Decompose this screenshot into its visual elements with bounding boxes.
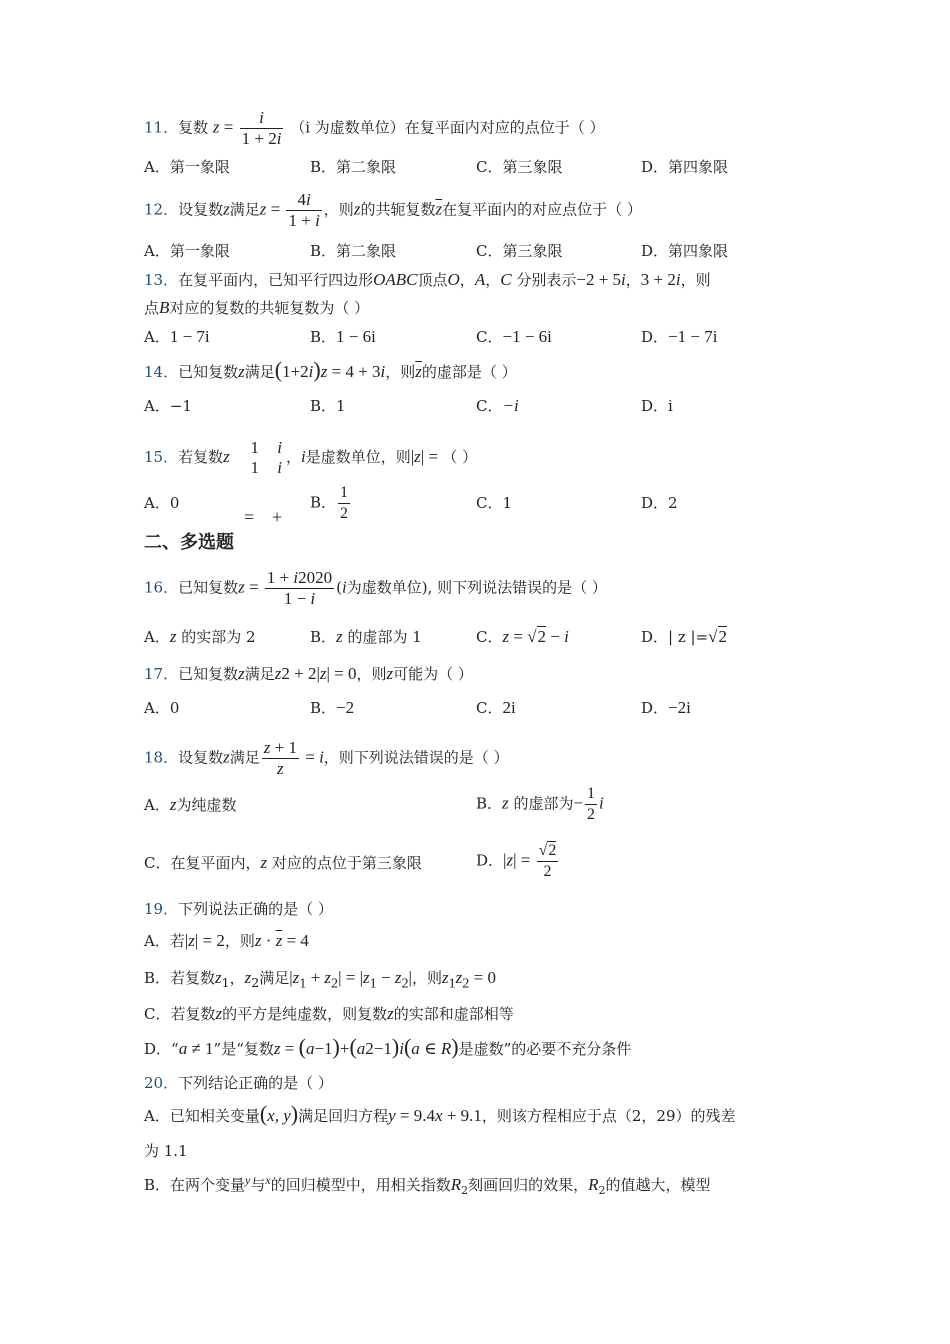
question-13-line2: 点B对应的复数的共轭复数为（ ）: [144, 298, 370, 317]
option-a: A．z为纯虚数: [144, 795, 237, 814]
option-d: D．第四象限: [641, 158, 729, 176]
question-text: 设复数: [178, 748, 224, 767]
question-number: 20．: [144, 1074, 179, 1092]
question-text: 已知复数: [178, 363, 239, 381]
option-b: B． $\frac{1}{2}$: [310, 484, 349, 522]
question-15: 15．若复数z 1 i 1 i ，i是虚数单位，则|z| = （ ）: [144, 438, 478, 477]
question-text: 已知复数: [178, 578, 239, 597]
question-number: 16．: [144, 578, 179, 597]
question-text: ，: [485, 271, 501, 289]
option-a: A．1 − 7i: [144, 327, 210, 346]
option-b: B．−2: [310, 698, 355, 717]
option-c: C．在复平面内，z 对应的点位于第三象限: [144, 853, 422, 872]
option-c: C．−i: [476, 396, 519, 415]
question-number: 15．: [144, 448, 179, 466]
question-text: 复数: [178, 118, 209, 137]
question-text: 在复平面内，已知平行四边形: [178, 271, 374, 289]
question-text: 分别表示: [516, 271, 577, 289]
question-text: 下列说法正确的是（ ）: [178, 900, 333, 918]
option-b: B．在两个变量$^y$与$^x$的回归模型中，用相关指数$R_2$刻画回归的效果，$R_2$的值越大，模型: [144, 1173, 711, 1197]
question-text: 的共轭复数: [360, 200, 436, 219]
option-a: A．第一象限: [144, 242, 230, 260]
option-a: A．已知相关变量(x, y)满足回归方程y = 9.4x + 9.1，则该方程相应于点（2，29）的残差: [144, 1101, 736, 1126]
question-text: ，则: [323, 200, 354, 219]
option-b: B．1: [310, 397, 346, 415]
question-text: (: [336, 578, 343, 597]
section-heading: 二、多选题: [144, 532, 234, 553]
question-text: ，则下列说法错误的是（ ）: [323, 748, 509, 767]
question-number: 19．: [144, 900, 179, 918]
option-a: A．0: [144, 699, 180, 717]
question-number: 11．: [144, 118, 179, 137]
stray-plus: +: [272, 507, 283, 527]
question-text: 满足: [229, 748, 260, 767]
option-a-cont: 为 1.1: [144, 1142, 188, 1160]
question-16: 16．已知复数z = $\frac{1 + i2020}{1 - i}$ (i为虚数单位), 则下列说法错误的是（ ）: [144, 568, 607, 608]
question-text: 对应的复数的共轭复数为（ ）: [169, 299, 370, 317]
option-c: C．第三象限: [476, 242, 563, 260]
question-14: 14．已知复数z满足(1+2i)z = 4 + 3i，则$\overline{z}$的虚部是（ ）: [144, 357, 517, 382]
question-text: 满足: [244, 363, 275, 381]
option-d: D．| z |=√2: [641, 627, 727, 646]
question-text: 点: [144, 299, 160, 317]
option-d: D．2: [641, 494, 678, 512]
stray-equals: =: [244, 507, 255, 527]
question-text: 可能为（ ）: [393, 665, 473, 683]
question-text: ，则: [680, 271, 711, 289]
question-19: [144, 899, 333, 919]
option-c: C．第三象限: [476, 158, 563, 176]
question-17: 17．已知复数z满足z2 + 2|z| = 0，则z可能为（ ）: [144, 664, 473, 683]
option-a: A．若|z| = 2，则$z \cdot \overline{z} = 4$: [144, 931, 309, 950]
question-20: [144, 1073, 333, 1093]
question-text: ，: [286, 448, 302, 466]
question-13: 13．在复平面内，已知平行四边形OABC顶点O，A，C 分别表示−2 + 5i，3 + 2i，则: [144, 270, 711, 289]
question-text: 为虚数单位), 则下列说法错误的是（ ）: [346, 578, 607, 597]
option-d: D．−1 − 7i: [641, 327, 718, 346]
question-number: 13．: [144, 271, 179, 289]
question-text: 的虚部是（ ）: [421, 363, 517, 381]
option-c: C．若复数z的平方是纯虚数，则复数z的实部和虚部相等: [144, 1004, 514, 1023]
option-b: B．1 − 6i: [310, 327, 376, 346]
option-d: D．−2i: [641, 698, 691, 717]
question-text: 满足: [244, 665, 275, 683]
question-number: 17．: [144, 665, 179, 683]
option-b: B．z 的虚部为 1: [310, 627, 422, 646]
question-text: 顶点: [417, 271, 448, 289]
question-text: （ ）: [442, 448, 478, 466]
question-text: 满足: [229, 200, 260, 219]
option-c: C．−1 − 6i: [476, 327, 552, 346]
question-text: ，: [459, 271, 475, 289]
question-number: 18．: [144, 748, 179, 767]
question-number: 14．: [144, 363, 179, 381]
option-c: C．2i: [476, 698, 516, 717]
question-text: ，则: [356, 665, 387, 683]
option-d: D．|z| = $\frac{√2}{2}$: [476, 842, 557, 880]
option-a: A．−1: [144, 397, 192, 415]
option-c: C．z = √2 − i: [476, 627, 569, 646]
option-b: B．z 的虚部为− $\frac{1}{2}$ i: [476, 785, 604, 823]
option-b: B．若复数$z_1$，$z_2$满足$|z_1 + z_2| = |z_1 - z_2|$，则$z_1z_2 = 0$: [144, 968, 496, 992]
question-text: 设复数: [178, 200, 224, 219]
question-11: 11．复数 z = $\frac{i}{1 + 2i}$ （i 为虚数单位）在复平面内对应的点位于（ ）: [144, 108, 605, 148]
option-a: A．0: [144, 494, 180, 512]
question-text: ，: [625, 271, 641, 289]
option-d: D．第四象限: [641, 242, 729, 260]
option-a: A．第一象限: [144, 158, 230, 176]
question-text: （i 为虚数单位）在复平面内对应的点位于（ ）: [290, 118, 605, 137]
question-text: 已知复数: [178, 665, 239, 683]
question-number: 12．: [144, 200, 179, 219]
option-b: B．第二象限: [310, 158, 397, 176]
question-12: 12．设复数z满足z = $\frac{4i}{1 + i}$ ，则z的共轭复数$\overline{z}$在复平面内的对应点位于（ ）: [144, 190, 642, 230]
question-text: ，则: [385, 363, 416, 381]
option-a: A．z 的实部为 2: [144, 627, 256, 646]
question-text: 下列结论正确的是（ ）: [178, 1074, 333, 1092]
question-text: 是虚数单位，则: [305, 448, 411, 466]
option-c: C．1: [476, 494, 513, 512]
option-b: B．第二象限: [310, 242, 397, 260]
option-d: D．i: [641, 397, 673, 415]
option-d: D．“a ≠ 1”是“复数z = (a−1)+(a2−1)i(a ∈ R)是虚数”的必要不充分条件: [144, 1034, 632, 1059]
question-18: 18．设复数z满足 $\frac{z + 1}{z}$ = i，则下列说法错误的是（ ）: [144, 738, 509, 778]
question-text: 若复数: [178, 448, 224, 466]
question-text: 在复平面内的对应点位于（ ）: [442, 200, 642, 219]
